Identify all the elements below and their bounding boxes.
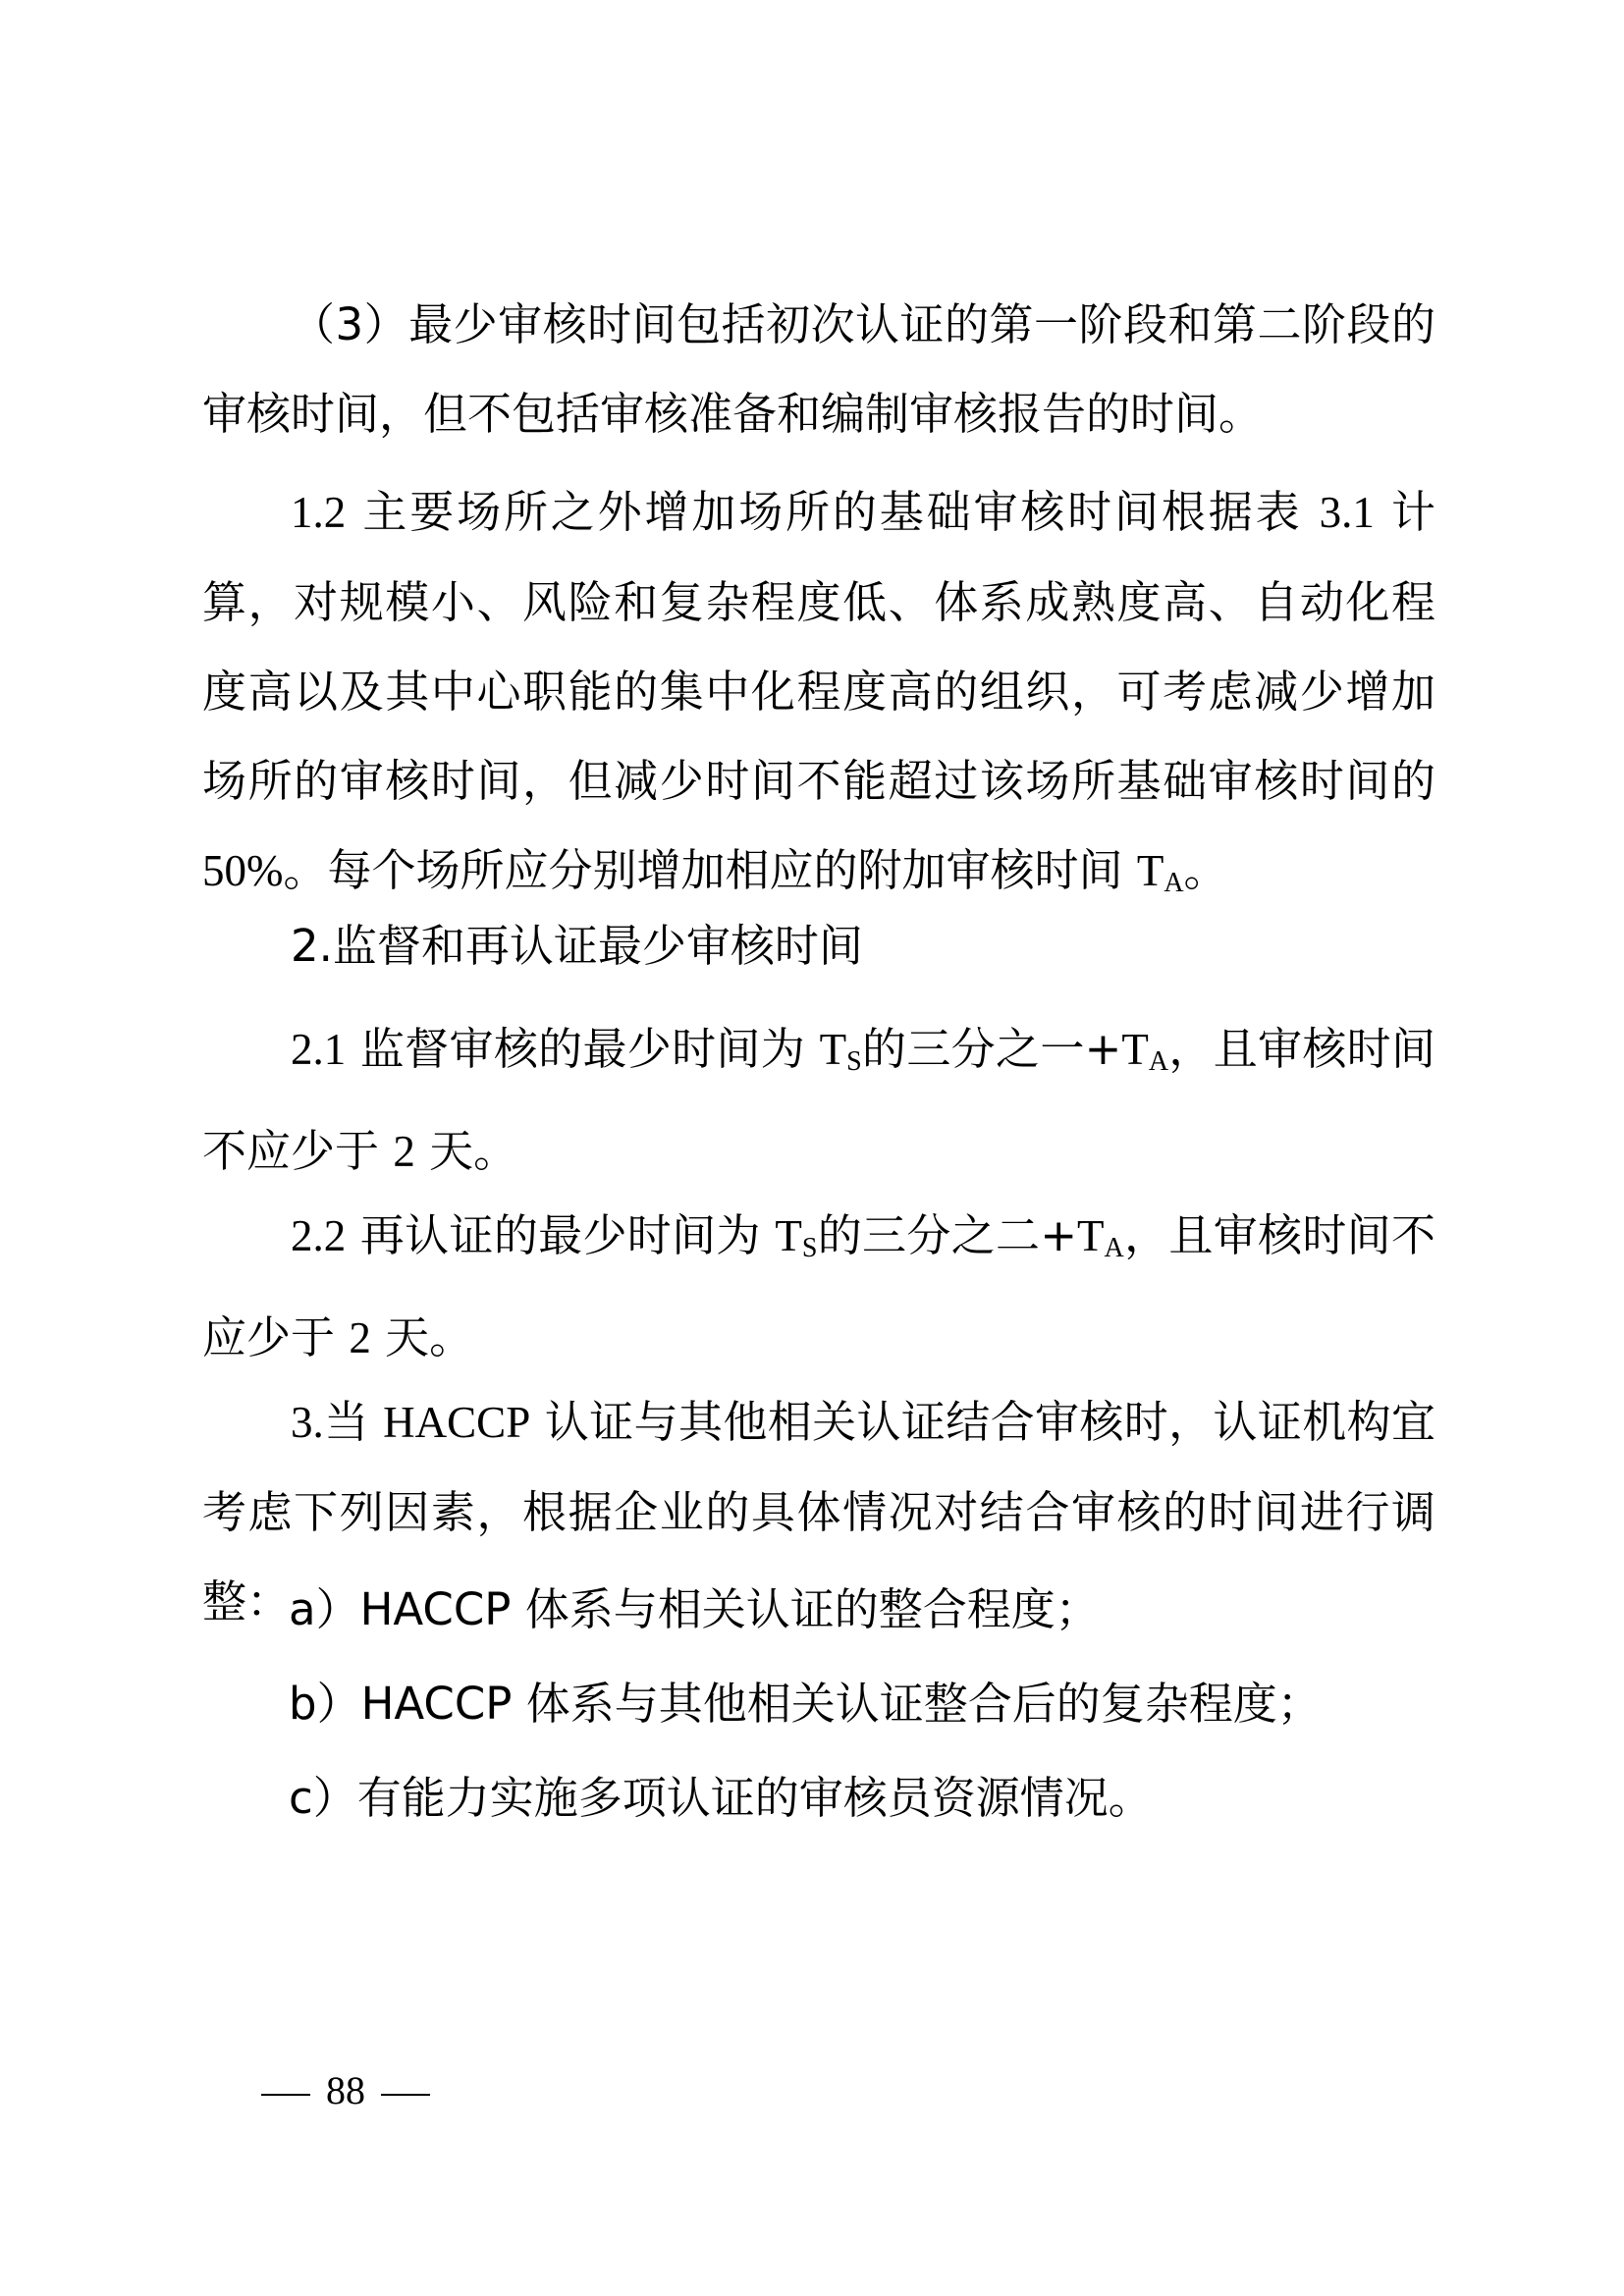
page-number: 88 [326,2068,365,2112]
section-2-2-number: 2.2 [291,1211,347,1260]
section-2-1-text-c: ，且审核时间不应少于 [202,1023,1435,1177]
section-2-2-text-a: 再认证的最少时间为 [346,1209,776,1261]
min-days: 2 [349,1313,371,1362]
section-1-2-text-a: 主要场所之外增加场所的基础审核时间根据表 [346,486,1320,538]
section-3-text-b: 认证与其他相关认证结合审核时，认证机构宜考虑下列因素，根据企业的具体情况对结合审核的时间进行调整： [202,1396,1435,1628]
list-item [202,1659,1435,1748]
ts-symbol: T [775,1211,802,1260]
section-1-2-number: 1.2 [291,488,347,537]
section-2-1-text-d: 天。 [414,1125,518,1177]
ts-subscript: S [846,1046,862,1077]
ts-symbol: T [819,1025,847,1074]
min-days: 2 [393,1127,415,1176]
ta-symbol: T [1121,1025,1149,1074]
section-2-2-text-c: ，且审核时间不应少于 [202,1209,1435,1363]
page-footer [245,2066,446,2115]
section-1-2-end: 。 [1183,844,1228,896]
section-2-1-number: 2.1 [291,1025,347,1074]
ta-subscript: A [1148,1046,1169,1077]
section-2-2-text-d: 天。 [370,1311,474,1363]
list-item-text: HACCP 体系与相关认证的整合程度； [359,1583,1100,1635]
footer-dash-left [261,2094,310,2096]
list-item-marker: a） [289,1583,360,1635]
ta-symbol: T [1077,1211,1105,1260]
section-1-2-paragraph [202,467,1435,928]
section-3-number: 3. [291,1398,324,1447]
footer-dash-right [381,2094,430,2096]
section-2-1-paragraph [202,1004,1435,1197]
ts-subscript: S [801,1233,818,1263]
section-2-2-text-b: 的三分之二+ [817,1209,1078,1261]
list-item-text: 有能力实施多项认证的审核员资源情况。 [356,1772,1153,1824]
section-2-1-text-a: 监督审核的最少时间为 [346,1023,820,1075]
ta-subscript: A [1164,868,1184,898]
section-2-2-paragraph [202,1191,1435,1383]
reduction-percent: 50% [202,846,284,895]
section-1-2-text-c: 。每个场所应分别增加相应的附加审核时间 [283,844,1137,896]
ta-subscript: A [1104,1233,1124,1263]
section-1-2-text-b: 计算，对规模小、风险和复杂程度低、体系成熟度高、自动化程度高以及其中心职能的集中化程度高的组织，可考虑减少增加场所的审核时间，但减少时间不能超过该场所基础审核时间的 [202,486,1435,807]
haccp-term: HACCP [383,1398,531,1447]
note-3-paragraph [202,280,1435,458]
list-item-text: HACCP 体系与其他相关认证整合后的复杂程度； [360,1678,1322,1730]
section-2-1-text-b: 的三分之一+ [861,1023,1122,1075]
section-2-title [202,901,1435,990]
list-item [202,1753,1435,1842]
ta-symbol: T [1136,846,1164,895]
list-item [202,1565,1435,1654]
table-reference: 3.1 [1319,488,1375,537]
list-item-marker: b） [289,1678,361,1730]
section-2-title-text: 2.监督和再认证最少审核时间 [291,920,863,972]
list-item-marker: c） [289,1772,357,1824]
section-3-text-a: 当 [323,1396,384,1448]
note-3-text: （3）最少审核时间包括初次认证的第一阶段和第二阶段的审核时间，但不包括审核准备和编制审核报告的时间。 [202,298,1435,440]
